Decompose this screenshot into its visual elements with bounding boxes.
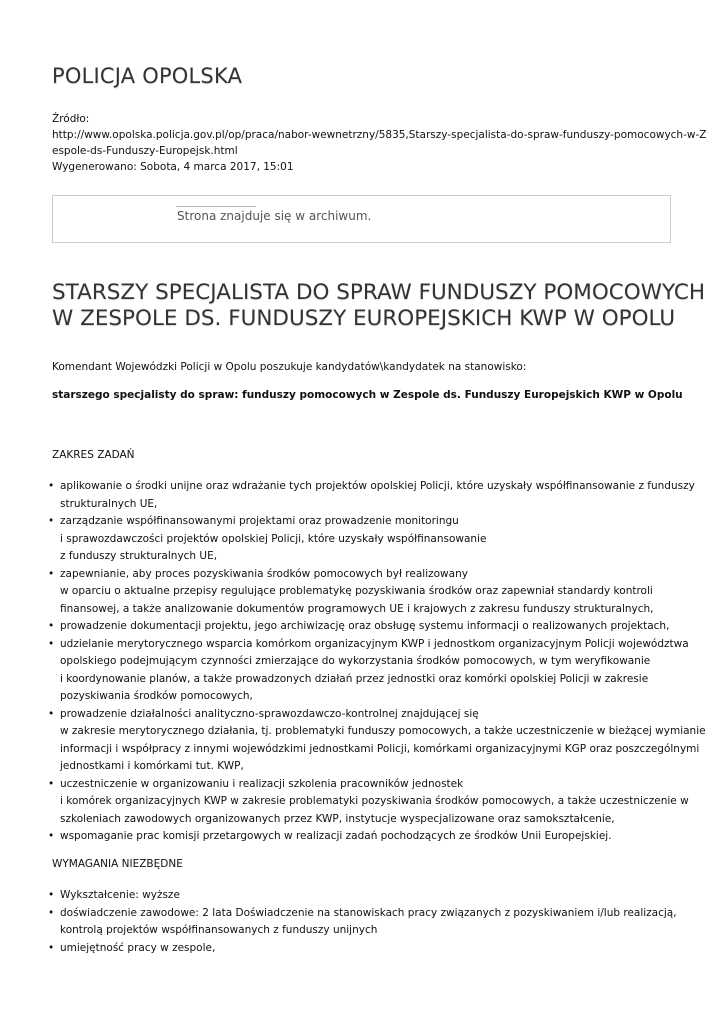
site-title: POLICJA OPOLSKA bbox=[52, 64, 243, 88]
task-item-text: w oparciu o aktualne przepisy regulujące problematykę pozyskiwania środków oraz zapewniał standardy kontroli bbox=[60, 585, 653, 597]
task-item-text: i koordynowanie planów, a także prowadzonych działań przez jednostki oraz komórki opolskiej Policji w zakresie bbox=[60, 672, 649, 685]
task-item-text: prowadzenie działalności analityczno-sprawozdawczo-kontrolnej znajdującej się bbox=[60, 707, 479, 720]
archive-notice-box bbox=[52, 195, 671, 243]
requirement-item bbox=[46, 887, 677, 905]
task-item-text: udzielanie merytorycznego wsparcia komórkom organizacyjnym KWP i jednostkom organizacyjnym Policji województwa bbox=[60, 637, 689, 650]
task-item-text: i sprawozdawczości projektów opolskiej Policji, które uzyskały współfinansowanie bbox=[60, 532, 487, 545]
requirement-item-text: doświadczenie zawodowe: 2 lata Doświadczenie na stanowiskach pracy związanych z pozyskiwaniem i/lub realizacją, bbox=[60, 906, 677, 919]
position-title: starszego specjalisty do spraw: funduszy pomocowych w Zespole ds. Funduszy Europejskich KWP w Opolu bbox=[52, 389, 683, 401]
source-meta bbox=[52, 111, 707, 175]
task-item-text: opolskiego podejmującym czynności zmierzające do wykorzystania środków pomocowych, w tym weryfikowanie bbox=[60, 655, 651, 667]
task-item-text: strukturalnych UE, bbox=[60, 497, 158, 510]
task-item-text: pozyskiwania środków pomocowych, bbox=[60, 690, 253, 702]
task-item bbox=[46, 513, 706, 566]
requirement-item-text: umiejętność pracy w zespole, bbox=[60, 941, 216, 954]
task-item-text: jednostkami i komórkami tut. KWP, bbox=[60, 760, 244, 772]
bullet-icon: • bbox=[48, 777, 55, 790]
task-item bbox=[46, 636, 706, 706]
bullet-icon: • bbox=[48, 889, 55, 901]
bullet-icon: • bbox=[48, 830, 55, 842]
requirement-item bbox=[46, 905, 677, 940]
source-url-line-2[interactable]: espole-ds-Funduszy-Europejsk.html bbox=[52, 145, 238, 157]
requirement-item-text: Wykształcenie: wyższe bbox=[60, 889, 180, 901]
task-item bbox=[46, 776, 706, 829]
bullet-icon: • bbox=[48, 480, 55, 492]
task-item-text: i komórek organizacyjnych KWP w zakresie problematyki pozyskiwania środków pomocowych, a także uczestniczenie w bbox=[60, 795, 689, 807]
requirements-heading: WYMAGANIA NIEZBĘDNE bbox=[52, 858, 183, 870]
task-item-text: aplikowanie o środki unijne oraz wdrażanie tych projektów opolskiej Policji, które uzyskały współfinansowanie z funduszy bbox=[60, 480, 695, 492]
task-item-text: zarządzanie współfinansowanymi projektami oraz prowadzenie monitoringu bbox=[60, 515, 459, 527]
article-headline bbox=[52, 280, 705, 332]
task-item-text: zapewnianie, aby proces pozyskiwania środków pomocowych był realizowany bbox=[60, 567, 468, 580]
task-item-text: informacji i współpracy z innymi wojewódzkimi jednostkami Policji, komórkami organizacyjnymi KGP oraz poszczególnymi bbox=[60, 742, 700, 755]
task-item bbox=[46, 706, 706, 776]
archive-notice-text: Strona znajduje się w archiwum. bbox=[177, 209, 372, 223]
task-item-text: z funduszy strukturalnych UE, bbox=[60, 550, 218, 562]
archive-notice-divider bbox=[176, 206, 256, 207]
task-item bbox=[46, 478, 706, 513]
generated-date: Wygenerowano: Sobota, 4 marca 2017, 15:01 bbox=[52, 161, 294, 173]
source-url-line-1[interactable]: http://www.opolska.policja.gov.pl/op/praca/nabor-wewnetrzny/5835,Starszy-specjalista-do-spraw-funduszy-pomocowych-w-Z bbox=[52, 129, 707, 141]
task-item-text: szkoleniach zawodowych organizowanych przez KWP, instytucje wyspecjalizowane oraz samokształcenie, bbox=[60, 812, 615, 825]
bullet-icon: • bbox=[48, 637, 55, 650]
bullet-icon: • bbox=[48, 707, 55, 720]
task-item-text: w zakresie merytorycznego działania, tj. problematyki funduszy pomocowych, a także uczestniczenie w bieżącej wymianie bbox=[60, 725, 706, 737]
tasks-list bbox=[46, 478, 706, 846]
headline-line-2: W ZESPOLE DS. FUNDUSZY EUROPEJSKICH KWP W OPOLU bbox=[52, 306, 676, 331]
headline-line-1: STARSZY SPECJALISTA DO SPRAW FUNDUSZY POMOCOWYCH bbox=[52, 280, 706, 305]
task-item-text: uczestniczenie w organizowaniu i realizacji szkolenia pracowników jednostek bbox=[60, 777, 464, 790]
bullet-icon: • bbox=[48, 515, 55, 527]
task-item-text: wspomaganie prac komisji przetargowych w realizacji zadań pochodzących ze środków Unii Europejskiej. bbox=[60, 830, 612, 842]
requirements-list bbox=[46, 887, 677, 957]
task-item-text: prowadzenie dokumentacji projektu, jego archiwizację oraz obsługę systemu informacji o realizowanych projektach, bbox=[60, 620, 670, 632]
tasks-heading: ZAKRES ZADAŃ bbox=[52, 449, 135, 461]
requirement-item-text: kontrolą projektów współfinansowanych z funduszy unijnych bbox=[60, 924, 378, 936]
bullet-icon: • bbox=[48, 906, 55, 919]
requirement-item bbox=[46, 940, 677, 958]
task-item-text: finansowej, a także analizowanie dokumentów programowych UE i krajowych z zakresu funduszy strukturalnych, bbox=[60, 602, 654, 615]
bullet-icon: • bbox=[48, 567, 55, 580]
source-label: Źródło: bbox=[52, 113, 90, 125]
task-item bbox=[46, 828, 706, 846]
bullet-icon: • bbox=[48, 620, 55, 632]
bullet-icon: • bbox=[48, 941, 55, 954]
task-item bbox=[46, 566, 706, 619]
task-item bbox=[46, 618, 706, 636]
intro-paragraph: Komendant Wojewódzki Policji w Opolu poszukuje kandydatów\kandydatek na stanowisko: bbox=[52, 361, 527, 373]
